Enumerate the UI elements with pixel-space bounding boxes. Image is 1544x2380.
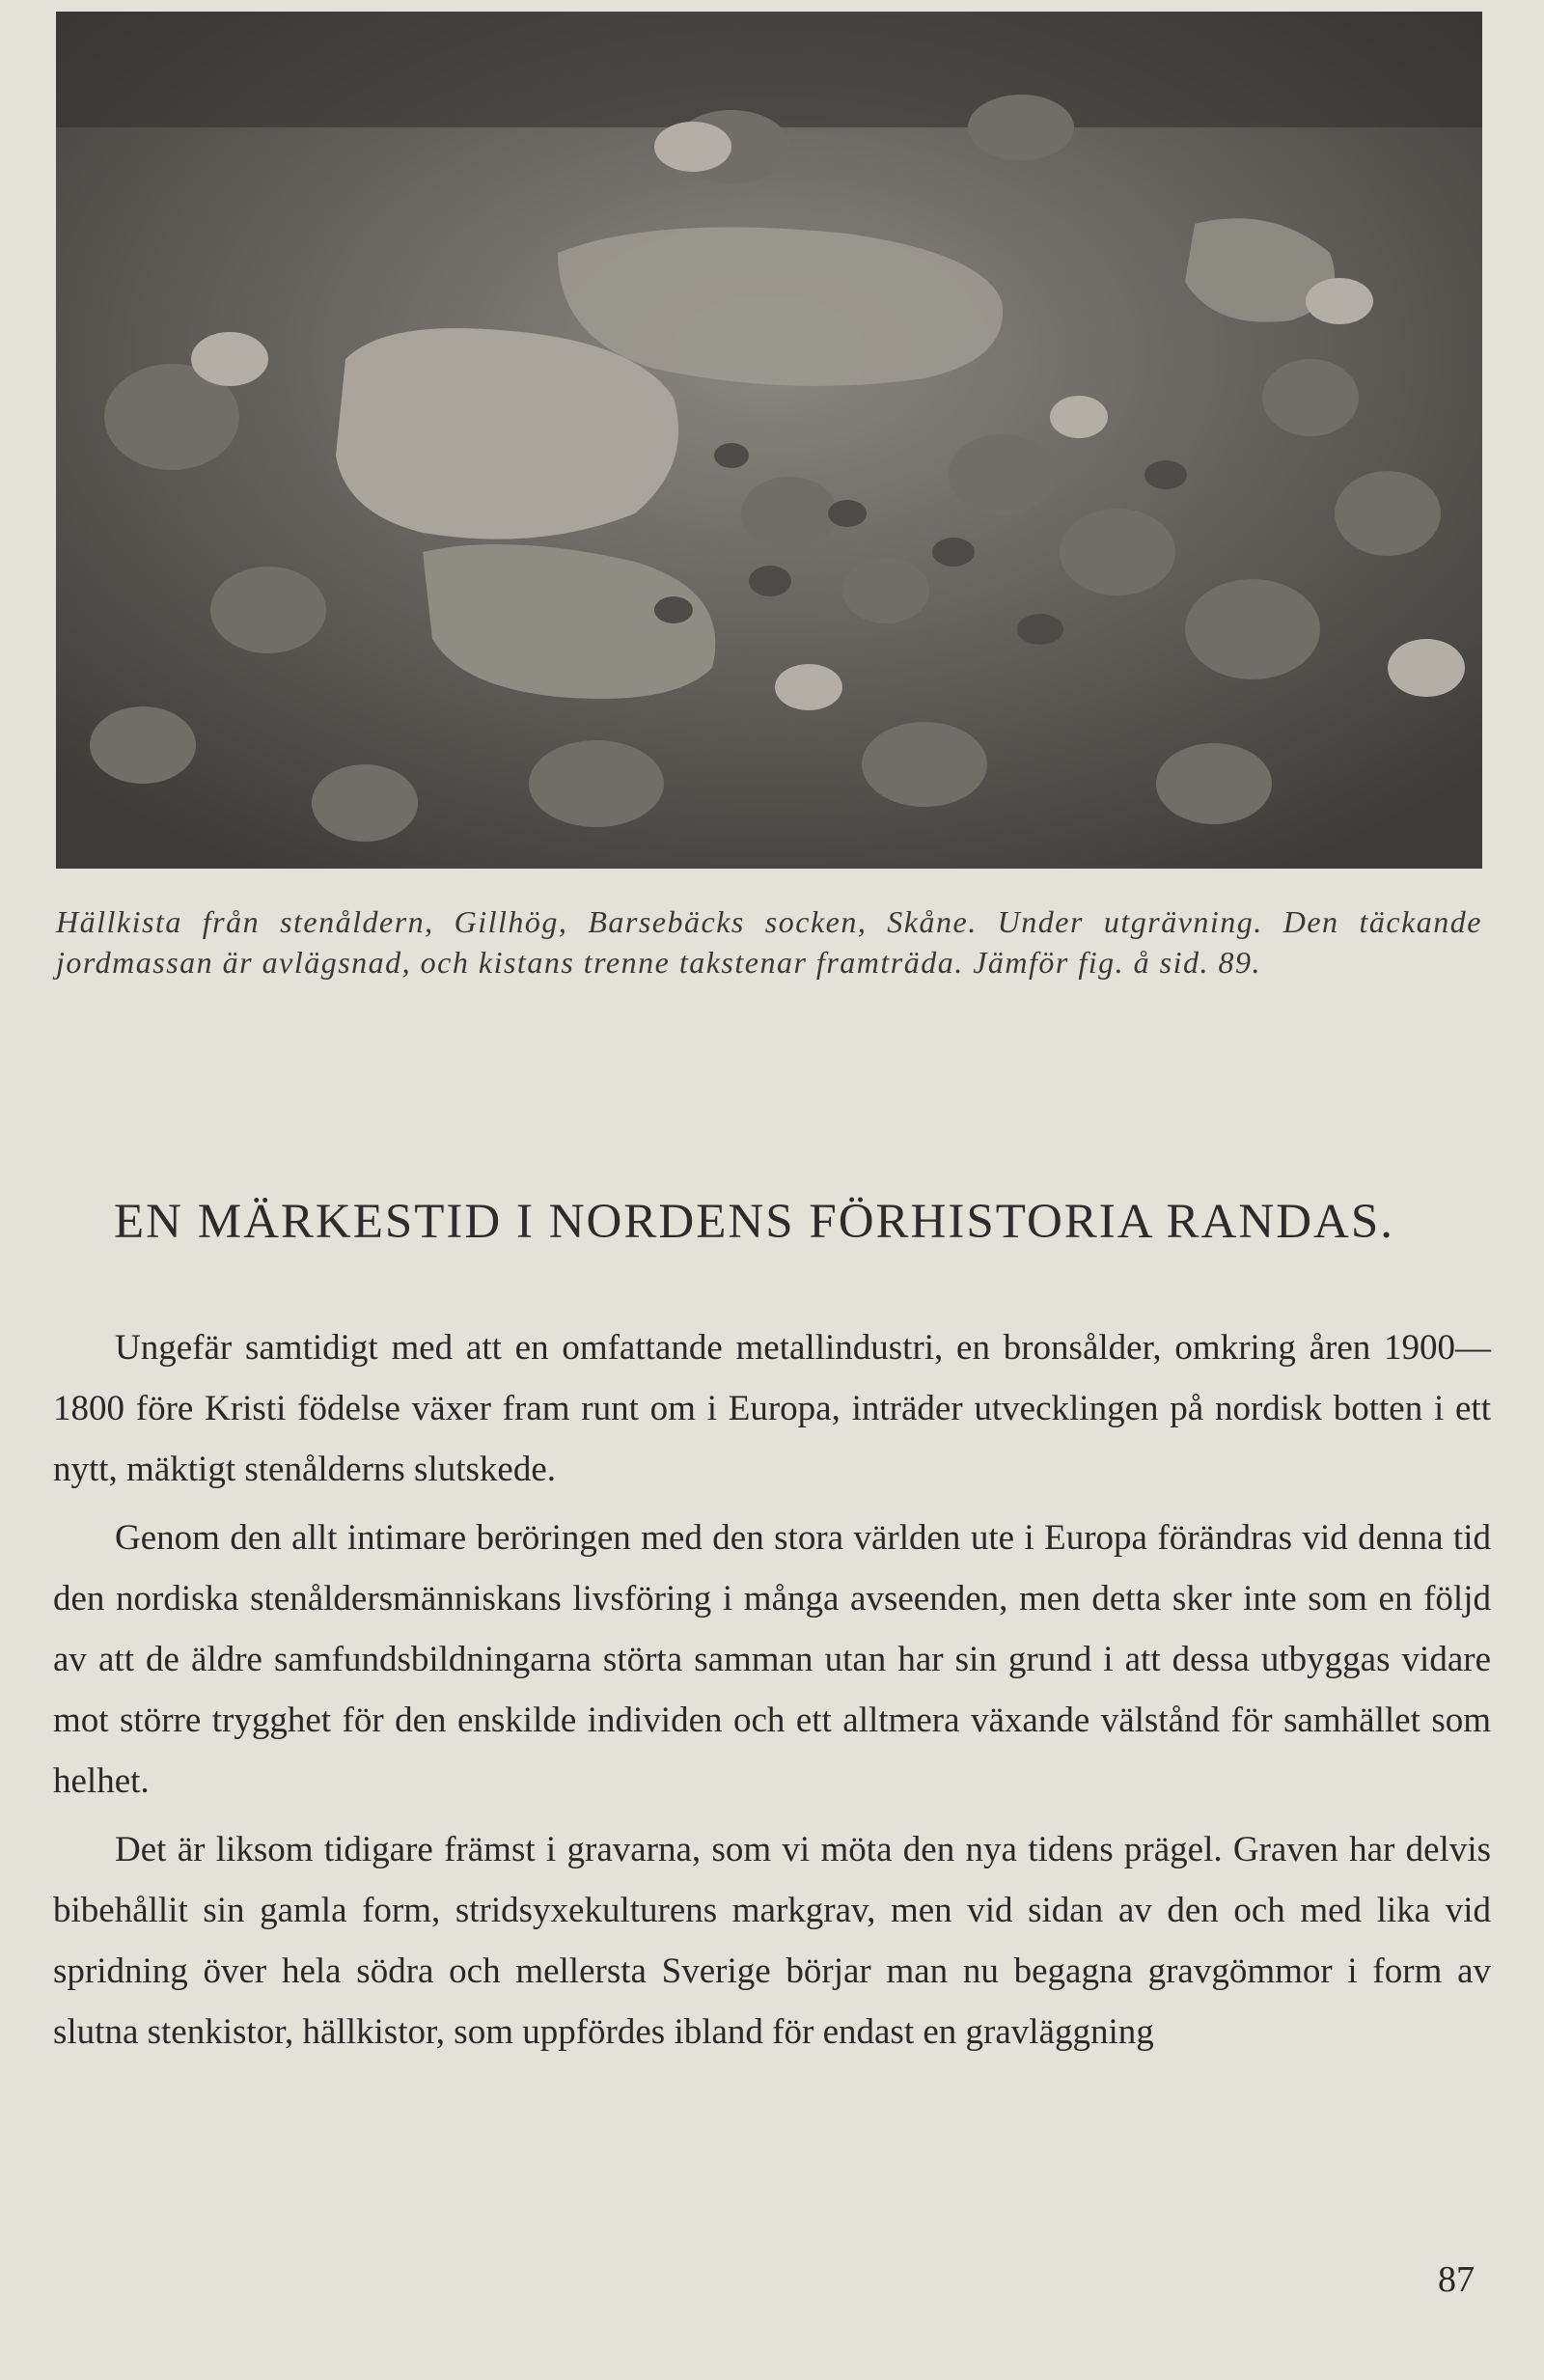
paragraph: Det är liksom tidigare främst i gravarna, som vi möta den nya tidens prägel. Graven har delvis bibehållit sin gamla form, stridsyxekulturens markgrav, men vid sidan av den och med lika vid spridning över hela södra och mellersta Sverige börjar man nu begagna gravgömmor i form av slutna stenkistor, hällkistor, som uppfördes ibland för endast en gravläggning	[53, 1830, 1491, 2052]
photo-caption: Hällkista från stenåldern, Gillhög, Barsebäcks socken, Skåne. Under utgrävning. Den täckande jordmassan är avlägsnad, och kistans trenne takstenar framträda. Jämför fig. å sid. 89.	[56, 904, 1482, 980]
page-number: 87	[1438, 2259, 1475, 2300]
photo-illustration	[56, 12, 1482, 869]
paragraph: Ungefär samtidigt med att en omfattande metallindustri, en bronsålder, omkring åren 1900—1800 före Kristi födelse växer fram runt om i Europa, inträder utvecklingen på nordisk botten i ett nytt, mäktigt stenålderns slutskede.	[53, 1328, 1491, 1489]
stone-cist-photo	[56, 12, 1482, 869]
section-heading: EN MÄRKESTID I NORDENS FÖRHISTORIA RANDAS.	[114, 1195, 1395, 1249]
paragraph: Genom den allt intimare beröringen med den stora världen ute i Europa förändras vid denna tid den nordiska stenåldersmänniskans livsföring i många avseenden, men detta sker inte som en följd av att de äldre samfundsbildningarna störta samman utan har sin grund i att dessa utbyggas vidare mot större trygghet för den enskilde individen och ett alltmera växande välstånd för samhället som helhet.	[53, 1518, 1491, 1801]
body-text	[53, 1317, 1491, 2070]
